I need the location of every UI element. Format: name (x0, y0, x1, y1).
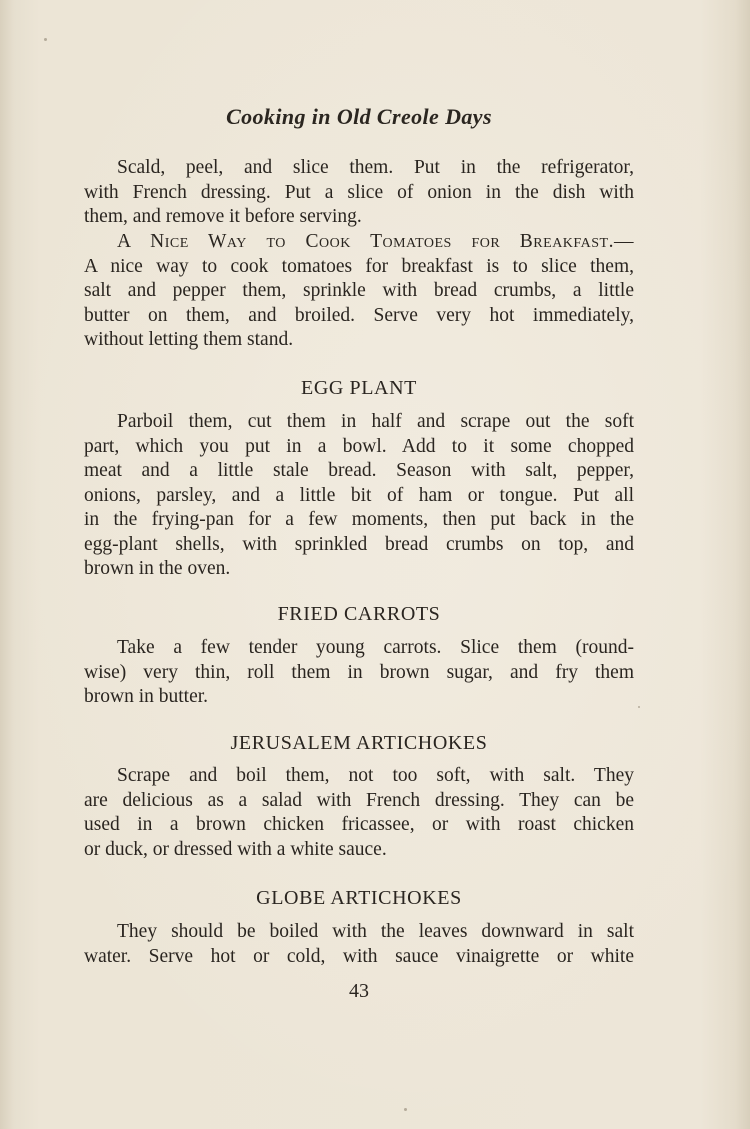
tomatoes-paragraph (84, 230, 634, 353)
section-heading-globe-artichokes: GLOBE ARTICHOKES (256, 887, 462, 909)
text-line: Take a few tender young carrots. Slice them (round- (117, 637, 634, 658)
text-line: A nice way to cook tomatoes for breakfast is to slice them, (84, 255, 634, 277)
fried-carrots-paragraph (84, 636, 634, 710)
tomatoes-title (84, 230, 634, 255)
text-line: used in a brown chicken fricassee, or with roast chicken (84, 814, 634, 835)
text-line: Scald, peel, and slice them. Put in the refrigerator, (117, 157, 634, 178)
text-line: egg-plant shells, with sprinkled bread crumbs on top, and (84, 533, 634, 555)
text-line: or duck, or dressed with a white sauce. (84, 838, 387, 860)
text-line: Parboil them, cut them in half and scrape out the soft (117, 411, 634, 432)
text-line: with French dressing. Put a slice of onion in the dish with (84, 181, 634, 203)
text-line: them, and remove it before serving. (84, 206, 362, 227)
text-line: Scrape and boil them, not too soft, with salt. They (117, 765, 634, 786)
tomatoes-title-text: A Nice Way to Cook Tomatoes for Breakfast.— (117, 231, 634, 252)
egg-plant-paragraph (84, 410, 634, 582)
text-line: onions, parsley, and a little bit of ham or tongue. Put all (84, 484, 634, 506)
running-head: Cooking in Old Creole Days (226, 104, 492, 129)
text-line: wise) very thin, roll them in brown sugar, and fry them (84, 661, 634, 683)
text-line: in the frying-pan for a few moments, then put back in the (84, 509, 634, 530)
text-line: are delicious as a salad with French dressing. They can be (84, 789, 634, 811)
text-line: They should be boiled with the leaves downward in salt (117, 921, 634, 942)
section-heading-jerusalem-artichokes: JERUSALEM ARTICHOKES (230, 732, 488, 754)
text-line: brown in the oven. (84, 558, 231, 579)
text-line: without letting them stand. (84, 329, 294, 350)
text-line: salt and pepper them, sprinkle with bread crumbs, a little (84, 280, 634, 301)
paper-speck (638, 706, 640, 708)
text-line: water. Serve hot or cold, with sauce vinaigrette or white (84, 945, 634, 967)
globe-artichokes-paragraph (84, 920, 634, 969)
paper-speck (44, 38, 47, 41)
text-line: butter on them, and broiled. Serve very hot immediately, (84, 304, 634, 326)
paper-speck (404, 1108, 407, 1111)
page-number: 43 (349, 980, 369, 1002)
text-line: brown in butter. (84, 686, 209, 707)
intro-paragraph (84, 156, 634, 230)
text-line: meat and a little stale bread. Season with salt, pepper, (84, 460, 634, 481)
section-heading-fried-carrots: FRIED CARROTS (277, 603, 441, 625)
jerusalem-artichokes-paragraph (84, 764, 634, 862)
section-heading-egg-plant: EGG PLANT (301, 377, 417, 399)
text-line: part, which you put in a bowl. Add to it some chopped (84, 435, 634, 457)
